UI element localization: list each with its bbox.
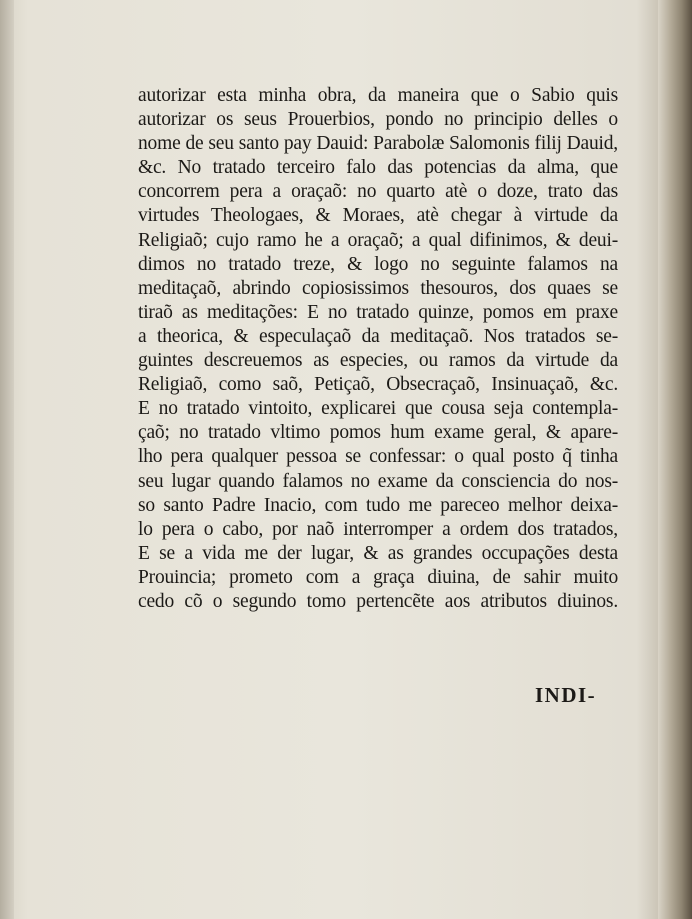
- text-line: a theorica, & especulaçaõ da meditaçaõ. Nos tratados se-: [138, 325, 618, 347]
- catchword: INDI-: [535, 683, 597, 707]
- text-line: lho pera qualquer pessoa se confessar: o qual posto q̃ tinha: [138, 446, 618, 468]
- text-line: çaõ; no tratado vltimo pomos hum exame geral, & apare-: [138, 422, 618, 444]
- text-line: cedo cõ o segundo tomo pertencẽte aos atributos diuinos.: [138, 590, 618, 612]
- text-line: autorizar os seus Prouerbios, pondo no principio delles o: [138, 109, 618, 131]
- text-line: nome de seu santo pay Dauid: Parabolæ Salomonis filij Dauid,: [138, 133, 618, 155]
- text-line: Religiaõ; cujo ramo he a oraçaõ; a qual difinimos, & deui-: [138, 229, 618, 251]
- text-line: guintes descreuemos as especies, ou ramos da virtude da: [138, 350, 618, 372]
- text-line: &c. No tratado terceiro falo das potencias da alma, que: [138, 157, 618, 179]
- text-line: meditaçaõ, abrindo copiosissimos thesouros, dos quaes se: [138, 277, 618, 299]
- text-line: autorizar esta minha obra, da maneira que o Sabio quis: [138, 85, 618, 106]
- text-line: Religiaõ, como saõ, Petiçaõ, Obsecraçaõ, Insinuaçaõ, &c.: [138, 374, 618, 396]
- main-text-block: [138, 84, 618, 614]
- text-line: Prouincia; prometo com a graça diuina, de sahir muito: [138, 566, 618, 588]
- text-line: virtudes Theologaes, & Moraes, atè chegar à virtude da: [138, 205, 618, 227]
- text-line: seu lugar quando falamos no exame da consciencia do nos-: [138, 470, 618, 492]
- text-line: E se a vida me der lugar, & as grandes occupações desta: [138, 542, 618, 564]
- book-spine-shadow: [658, 0, 692, 919]
- text-line: E no tratado vintoito, explicarei que cousa seja contempla-: [138, 398, 618, 420]
- text-line: tiraõ as meditações: E no tratado quinze, pomos em praxe: [138, 301, 618, 323]
- text-line: lo pera o cabo, por naõ interromper a ordem dos tratados,: [138, 518, 618, 540]
- page-left-edge: [0, 0, 14, 919]
- text-line: dimos no tratado treze, & logo no seguinte falamos na: [138, 253, 618, 275]
- text-line: concorrem pera a oraçaõ: no quarto atè o doze, trato das: [138, 181, 618, 203]
- text-line: so santo Padre Inacio, com tudo me pareceo melhor deixa-: [138, 494, 618, 516]
